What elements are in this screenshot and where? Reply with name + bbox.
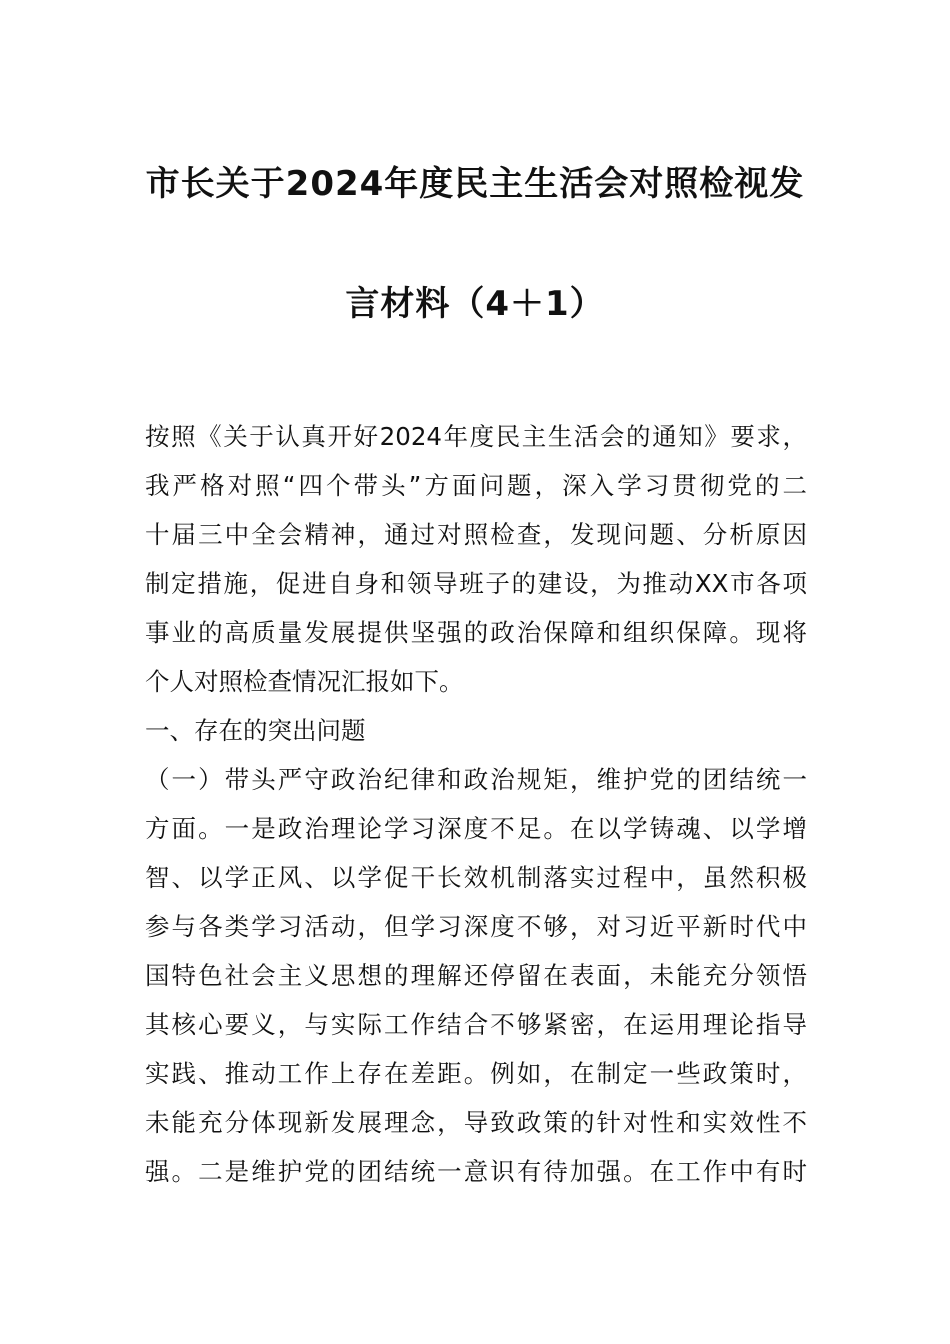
intro-line: 按照《关于认真开好2024年度民主生活会的通知》要求， <box>145 422 807 451</box>
intro-line: 事业的高质量发展提供坚强的政治保障和组织保障。现将 <box>145 618 807 647</box>
paragraph-line: 参与各类学习活动，但学习深度不够，对习近平新时代中 <box>145 912 807 941</box>
section-heading: 一、存在的突出问题 <box>145 716 366 745</box>
paragraph-line: 实践、推动工作上存在差距。例如，在制定一些政策时， <box>145 1059 807 1088</box>
intro-line: 个人对照检查情况汇报如下。 <box>145 667 464 696</box>
paragraph-line: （一）带头严守政治纪律和政治规矩，维护党的团结统一 <box>145 765 807 794</box>
paragraph-line: 强。二是维护党的团结统一意识有待加强。在工作中有时 <box>145 1157 807 1186</box>
intro-line: 我严格对照“四个带头”方面问题，深入学习贯彻党的二 <box>145 471 807 500</box>
document-title-line-2: 言材料（4＋1） <box>345 284 605 324</box>
paragraph-line: 未能充分体现新发展理念，导致政策的针对性和实效性不 <box>145 1108 807 1137</box>
paragraph-line: 其核心要义，与实际工作结合不够紧密，在运用理论指导 <box>145 1010 807 1039</box>
paragraph-line: 国特色社会主义思想的理解还停留在表面，未能充分领悟 <box>145 961 807 990</box>
intro-line: 制定措施，促进自身和领导班子的建设，为推动XX市各项 <box>145 569 807 598</box>
paragraph-line: 方面。一是政治理论学习深度不足。在以学铸魂、以学增 <box>145 814 807 843</box>
paragraph-line: 智、以学正风、以学促干长效机制落实过程中，虽然积极 <box>145 863 807 892</box>
document-title-line-1: 市长关于2024年度民主生活会对照检视发 <box>145 164 805 204</box>
intro-line: 十届三中全会精神，通过对照检查，发现问题、分析原因 <box>145 520 807 549</box>
document-body <box>145 412 807 1196</box>
